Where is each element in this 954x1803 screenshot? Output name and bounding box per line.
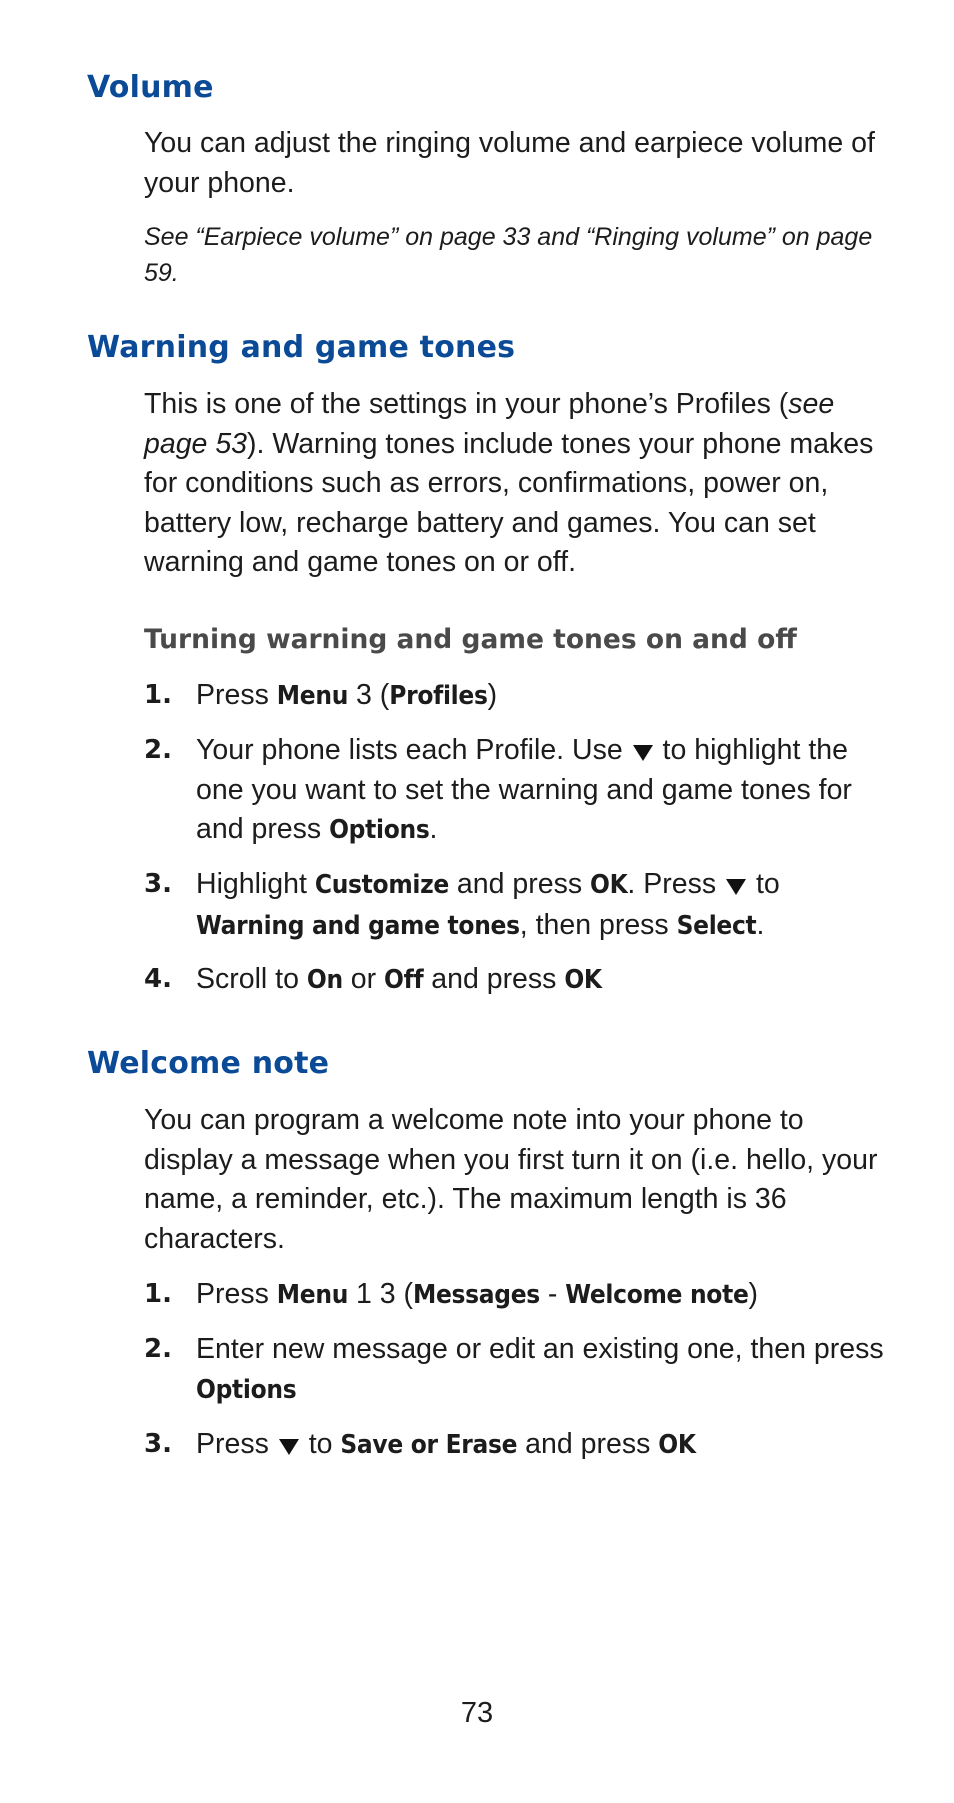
down-arrow-icon: [726, 879, 746, 895]
profiles-label: Profiles: [389, 681, 488, 711]
warning-body-open: This is one of the settings in your phone’s Profiles (: [144, 388, 789, 420]
warning-tones-label: Warning and game tones: [196, 910, 520, 941]
step-number: 2.: [144, 735, 172, 765]
down-arrow-icon: [279, 1439, 299, 1455]
warning-step-3: 3. Highlight Customize and press OK. Press to Warning and game tones, then press Select.: [144, 865, 889, 946]
volume-body: You can adjust the ringing volume and earpiece volume of your phone.: [144, 127, 875, 199]
warning-step-1: 1. Press Menu 3 (Profiles): [144, 676, 889, 717]
step-number: 1.: [144, 680, 172, 710]
page-number: 73: [460, 1697, 494, 1729]
step-number: 3.: [144, 869, 172, 899]
welcome-note-label: Welcome note: [565, 1280, 749, 1310]
ok-key-label: OK: [590, 870, 628, 900]
section-title-warning-tones: Warning and game tones: [87, 330, 516, 365]
off-label: Off: [384, 965, 424, 995]
subtitle-turning-tones: Turning warning and game tones on and off: [144, 624, 797, 655]
customize-label: Customize: [314, 870, 449, 900]
welcome-step-1: 1. Press Menu 1 3 (Messages - Welcome note): [144, 1275, 889, 1316]
step-number: 3.: [144, 1429, 172, 1459]
section-title-volume: Volume: [87, 70, 214, 105]
step-number: 4.: [144, 964, 172, 994]
warning-step-2: 2. Your phone lists each Profile. Use to highlight the one you want to set the warning and game tones for and press Options.: [144, 731, 889, 851]
volume-note: See “Earpiece volume” on page 33 and “Ringing volume” on page 59.: [144, 223, 873, 287]
ok-key-label: OK: [658, 1430, 696, 1460]
menu-key-label: Menu: [276, 1280, 349, 1310]
select-key-label: Select: [676, 910, 757, 941]
welcome-step-2: 2. Enter new message or edit an existing one, then press Options: [144, 1330, 889, 1410]
welcome-step-3: 3. Press to Save or Erase and press OK: [144, 1425, 889, 1466]
save-or-erase-label: Save or Erase: [340, 1430, 518, 1460]
warning-body-rest: ). Warning tones include tones your phone makes for conditions such as errors, confirmations, power on, battery low, recharge battery and games. You can set warning and game tones on or off.: [144, 427, 874, 578]
step-number: 1.: [144, 1279, 172, 1309]
menu-key-label: Menu: [276, 681, 349, 711]
options-key-label: Options: [196, 1374, 297, 1405]
step-number: 2.: [144, 1334, 172, 1364]
warning-step-4: 4. Scroll to On or Off and press OK: [144, 960, 889, 1001]
options-key-label: Options: [329, 815, 430, 845]
warning-page-ref: see page 53: [144, 388, 835, 460]
messages-label: Messages: [413, 1280, 540, 1310]
ok-key-label: OK: [564, 965, 602, 995]
section-title-welcome-note: Welcome note: [87, 1046, 330, 1081]
warning-body: [144, 385, 884, 583]
on-label: On: [306, 965, 343, 995]
welcome-body: You can program a welcome note into your phone to display a message when you first turn it on (i.e. hello, your name, a reminder, etc.). The maximum length is 36 characters.: [144, 1104, 878, 1255]
down-arrow-icon: [633, 745, 653, 761]
